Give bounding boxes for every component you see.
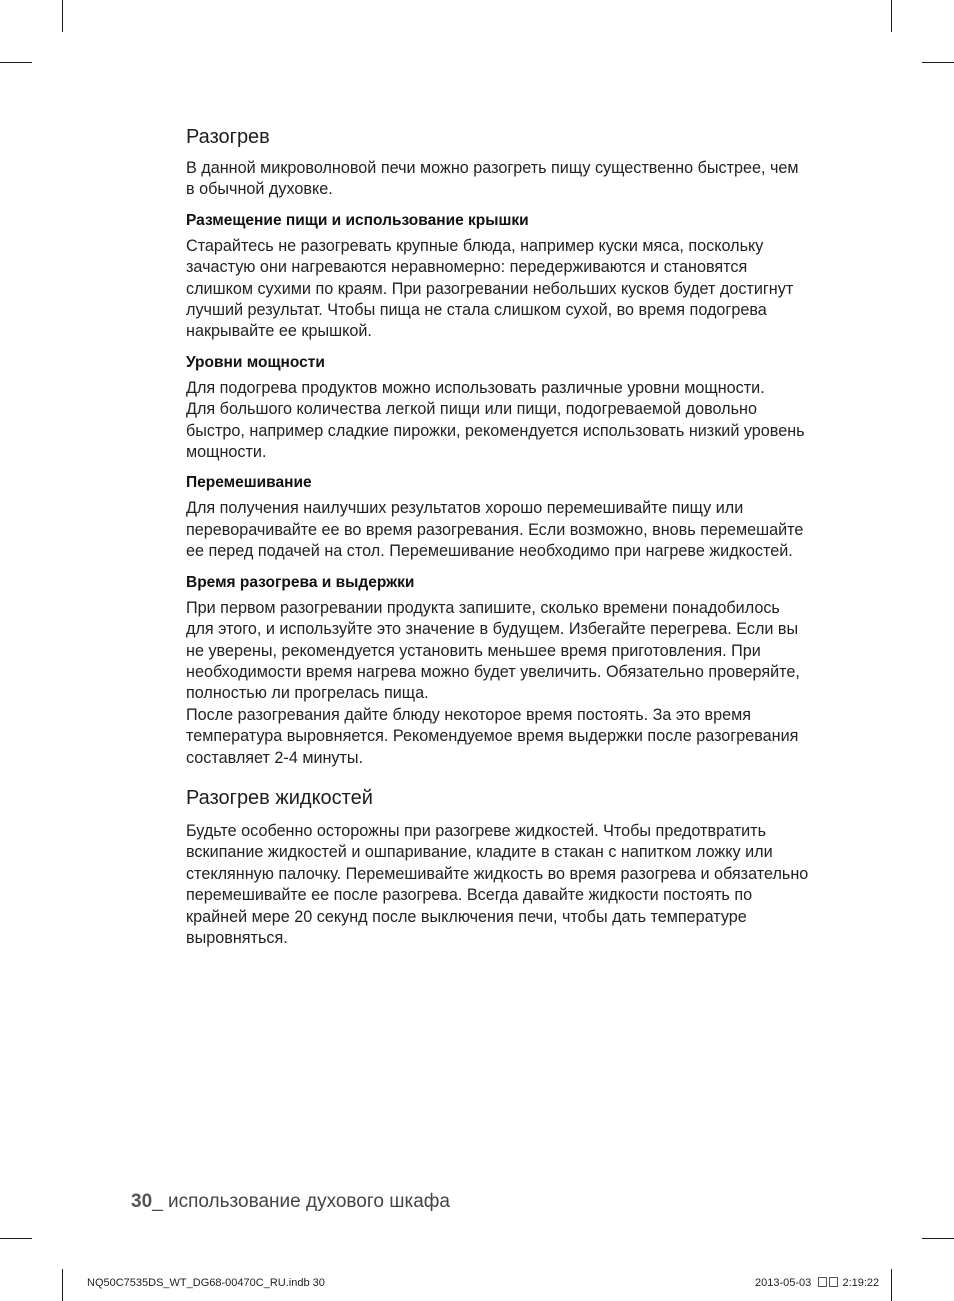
crop-mark-bottom-right-horizontal	[922, 1238, 954, 1239]
subsection-heading: Уровни мощности	[186, 353, 325, 371]
crop-mark-bottom-left-horizontal	[0, 1238, 32, 1239]
footer-label: _ использование духового шкафа	[152, 1191, 450, 1212]
subsection-paragraph: После разогревания дайте блюду некоторое время постоять. За это время температура выровняется. Рекомендуемое время выдержки после разогревания составляет 2-4 минуты.	[186, 705, 799, 767]
page-footer	[131, 1191, 450, 1213]
subsection-paragraph: Старайтесь не разогревать крупные блюда, например куски мяса, поскольку зачастую они нагреваются неравномерно: передерживаются и становятся слишком сухими по краям. При разогревании небольших кусков будет достигнут лучший результат. Чтобы пища не стала слишком сухой, во время подогрева накрывайте ее крышкой.	[186, 236, 794, 341]
subsection-stirring	[186, 473, 811, 562]
section-intro: В данной микроволновой печи можно разогреть пищу существенно быстрее, чем в обычной духовке.	[186, 159, 799, 199]
crop-mark-top-right-horizontal	[922, 62, 954, 63]
missing-glyph-icon	[818, 1277, 827, 1287]
print-date-info	[755, 1277, 879, 1289]
subsection-heading: Размещение пищи и использование крышки	[186, 211, 529, 229]
page-content	[186, 124, 811, 949]
print-date: 2013-05-03	[755, 1277, 812, 1289]
subsection-heating-time	[186, 573, 811, 769]
section-title-liquids: Разогрев жидкостей	[186, 786, 373, 809]
page-number: 30	[131, 1191, 153, 1212]
print-file-info: NQ50C7535DS_WT_DG68-00470C_RU.indb 30	[87, 1277, 325, 1289]
crop-mark-top-left-vertical	[62, 0, 63, 32]
subsection-heading: Время разогрева и выдержки	[186, 573, 415, 591]
subsection-food-placement	[186, 211, 811, 343]
crop-mark-bottom-right-vertical	[891, 1269, 892, 1301]
subsection-paragraph: Для большого количества легкой пищи или пищи, подогреваемой довольно быстро, например сладкие пирожки, рекомендуется использовать низкий уровень мощности.	[186, 400, 805, 462]
subsection-paragraph: Для подогрева продуктов можно использовать различные уровни мощности.	[186, 378, 765, 397]
missing-glyph-icon	[829, 1277, 838, 1287]
crop-mark-top-right-vertical	[891, 0, 892, 32]
subsection-heading: Перемешивание	[186, 474, 312, 492]
section-title-reheating: Разогрев	[186, 126, 270, 148]
subsection-power-levels	[186, 353, 811, 464]
crop-mark-top-left-horizontal	[0, 62, 32, 63]
subsection-paragraph: При первом разогревании продукта запишите, сколько времени понадобилось для этого, и используйте это значение в будущем. Избегайте перегрева. Если вы не уверены, рекомендуется установить меньшее время приготовления. При необходимости время нагрева можно будет увеличить. Обязательно проверяйте, полностью ли прогрелась пища.	[186, 598, 800, 703]
section-liquids-body: Будьте особенно осторожны при разогреве жидкостей. Чтобы предотвратить вскипание жидкостей и ошпаривание, кладите в стакан с напитком ложку или стеклянную палочку. Перемешивайте жидкость во время разогрева и обязательно перемешивайте ее после разогрева. Всегда давайте жидкости постоять по крайней мере 20 секунд после выключения печи, чтобы дать температуре выровняться.	[186, 821, 809, 947]
crop-mark-bottom-left-vertical	[62, 1269, 63, 1301]
print-time: 2:19:22	[842, 1277, 880, 1289]
subsection-paragraph: Для получения наилучших результатов хорошо перемешивайте пищу или переворачивайте ее во время разогревания. Если возможно, вновь перемешайте ее перед подачей на стол. Перемешивание необходимо при нагреве жидкостей.	[186, 499, 804, 561]
